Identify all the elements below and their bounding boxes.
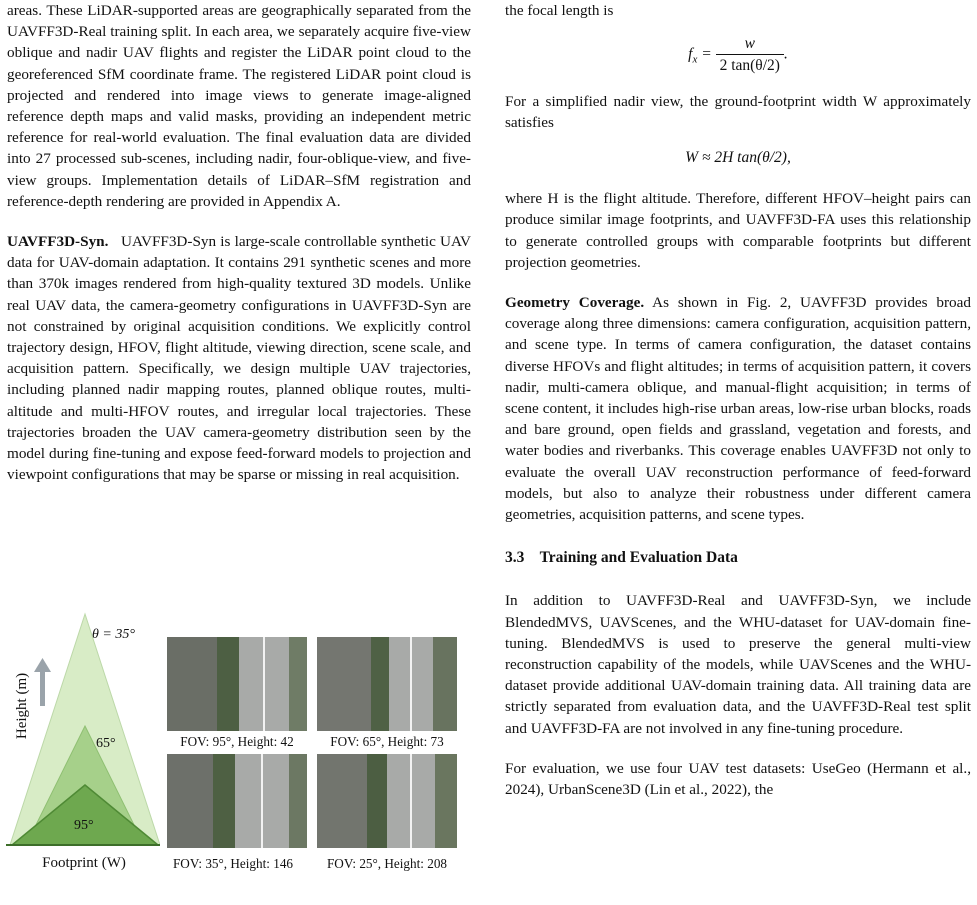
eval-paragraph: For evaluation, we use four UAV test datasets: UseGeo (Hermann et al., 2024), UrbanScene3D (Lin et al., 2022), the [505, 759, 971, 799]
footprint-intro: For a simplified nadir view, the ground-footprint width W approximately satisfies [505, 92, 971, 131]
arrow-icon [34, 658, 51, 706]
theta-label: θ = 35° [92, 627, 135, 642]
coverage-heading: Geometry Coverage. [505, 294, 645, 312]
eq1-denominator: 2 tan(θ/2) [719, 57, 780, 75]
aerial-thumbnail-65-73 [317, 637, 457, 731]
fov-diagram [0, 610, 160, 880]
eq1-numerator: w [716, 33, 784, 55]
equation-footprint: W ≈ 2H tan(θ/2), [685, 149, 791, 167]
eq1-lhs: f [688, 45, 693, 63]
aerial-thumbnail-25-208 [317, 754, 457, 848]
caption-fov-65: FOV: 65°, Height: 73 [330, 734, 444, 749]
coverage-body: As shown in Fig. 2, UAVFF3D provides broad coverage along three dimensions: camera configuration, acquisition pattern, and scene type. In terms of camera configuration, the dataset contains diverse HFOVs and flight altitudes; in terms of acquisition pattern, it covers nadir, multi-camera oblique, and manual-flight acquisition; in terms of scene content, it includes high-rise urban areas, low-rise urban blocks, roads and bare ground, open fields and grassland, vegetation and forests, and water bodies and riverbanks. This coverage enables UAVFF3D not only to evaluate the overall UAV reconstruction performance of feed-forward models, but also to analyze their robustness under different camera geometries, acquisition patterns, and scene types. [505, 294, 971, 524]
training-paragraph: In addition to UAVFF3D-Real and UAVFF3D-Syn, we include BlendedMVS, UAVScenes, and the WHU-dataset for UAV-domain fine-tuning. BlendedMVS is used to preserve the general multi-view reconstruction capability of the models, while UAVScenes and the WHU-dataset provide additional UAV-domain training data. All training data are strictly separated from evaluation data, and the UAVFF3D-Real test split and UAVFF3D-FA are not involved in any fine-tuning procedure. [505, 592, 971, 737]
aerial-thumbnail-95-42 [167, 637, 307, 731]
eq1-fraction [716, 33, 784, 76]
where-paragraph: where H is the flight altitude. Therefore, different HFOV–height pairs can produce similar image footprints, and UAVFF3D-FA uses this relationship to generate controlled groups with comparable footprints but different projection geometries. [505, 190, 971, 271]
coverage-paragraph [505, 292, 971, 525]
intro-paragraph: areas. These LiDAR-supported areas are geographically separated from the UAVFF3D-Real training split. In each area, we separately acquire five-view oblique and nadir UAV flights and register the LiDAR point cloud to the georeferenced SfM coordinate frame. The registered LiDAR point cloud is projected and rendered into image views to generate image-aligned reference depth maps and valid masks, providing an independent metric reference for real-world evaluation. The final evaluation data are divided into 27 processed sub-scenes, including nadir, four-oblique-view, and five-view groups. Implementation details of LiDAR–SfM registration and reference-depth rendering are provided in Appendix A. [7, 2, 471, 210]
focal-intro: the focal length is [505, 2, 614, 19]
caption-fov-25: FOV: 25°, Height: 208 [326, 856, 448, 871]
footprint-label: Footprint (W) [42, 855, 126, 871]
equation-focal-length: $f_x$ = $\frac{w}{2 \tan(\theta/2)}$ . [505, 33, 971, 76]
syn-heading: UAVFF3D-Syn. [7, 233, 109, 251]
syn-paragraph [7, 231, 471, 485]
caption-fov-95: FOV: 95°, Height: 42 [180, 734, 294, 749]
section-heading [505, 547, 971, 568]
section-title: Training and Evaluation Data [539, 549, 738, 567]
angle-95-label: 95° [74, 818, 94, 833]
caption-fov-35: FOV: 35°, Height: 146 [172, 856, 294, 871]
angle-65-label: 65° [96, 736, 116, 751]
section-number: 3.3 [505, 549, 525, 567]
eq1-sub: x [692, 53, 698, 66]
left-column [7, 0, 471, 485]
syn-body: UAVFF3D-Syn is large-scale controllable synthetic UAV data for UAV-domain adaptation. It contains 291 synthetic scenes and more than 370k images rendered from high-quality textured 3D models. Unlike real UAV data, the camera-geometry configurations in UAVFF3D-Syn are not constrained by original acquisition conditions. We explicitly control trajectory design, HFOV, flight altitude, viewing direction, scene scale, and acquisition pattern. Specifically, we design multiple UAV trajectories, including planned nadir mapping routes, planned oblique routes, multi-altitude and multi-HFOV routes, and irregular local trajectories. These trajectories broaden the UAV camera-geometry distribution seen by the model during fine-tuning and expose feed-forward models to projection and viewpoint configurations that may be sparse or missing in real acquisition. [7, 233, 471, 484]
y-axis-label: Height (m) [14, 672, 30, 740]
aerial-thumbnail-35-146 [167, 754, 307, 848]
right-column [505, 0, 971, 800]
figure-fov-height [0, 610, 480, 880]
